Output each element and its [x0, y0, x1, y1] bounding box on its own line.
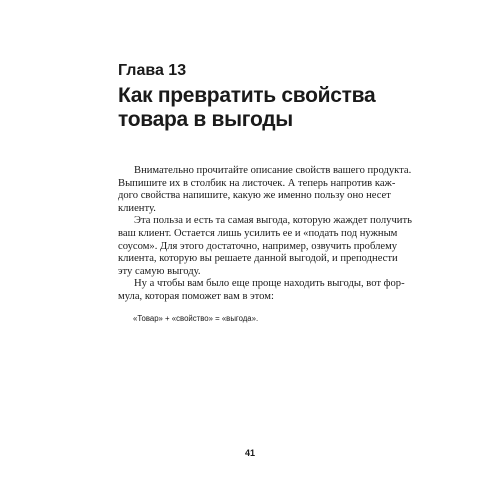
body-text — [118, 165, 412, 304]
text-line: Ну а чтобы вам было еще проще находить выгоды, вот фор- — [134, 278, 405, 290]
formula: «Товар» + «свойство» = «выгода». — [133, 314, 259, 323]
paragraph-3 — [118, 278, 405, 303]
text-line: эту самую выгоду. — [118, 265, 201, 277]
text-line: мула, которая поможет вам в этом: — [118, 290, 274, 302]
chapter-title-line: товара в выгоды — [118, 108, 293, 131]
chapter-label: Глава 13 — [118, 62, 187, 79]
text-line: ваш клиент. Остается лишь усилить ее и «подать под нужным — [118, 227, 398, 239]
text-line: соусом». Для этого достаточно, например, озвучить проблему — [118, 240, 398, 252]
chapter-title-line: Как превратить свойства — [118, 84, 376, 107]
paragraph-2 — [118, 215, 412, 278]
text-line: Эта польза и есть та самая выгода, которую жаждет получить — [134, 215, 412, 227]
text-line: клиенту. — [118, 202, 156, 214]
text-line: Выпишите их в столбик на листочек. А теперь напротив каж- — [118, 177, 396, 189]
chapter-title — [118, 84, 418, 132]
text-line: дого свойства напишите, какую же именно пользу оно несет — [118, 190, 391, 202]
paragraph-1 — [118, 165, 412, 215]
page-number: 41 — [244, 448, 255, 458]
text-line: клиента, которую вы решаете данной выгодой, и преподнести — [118, 253, 398, 265]
text-line: Внимательно прочитайте описание свойств вашего продукта. — [134, 165, 412, 176]
